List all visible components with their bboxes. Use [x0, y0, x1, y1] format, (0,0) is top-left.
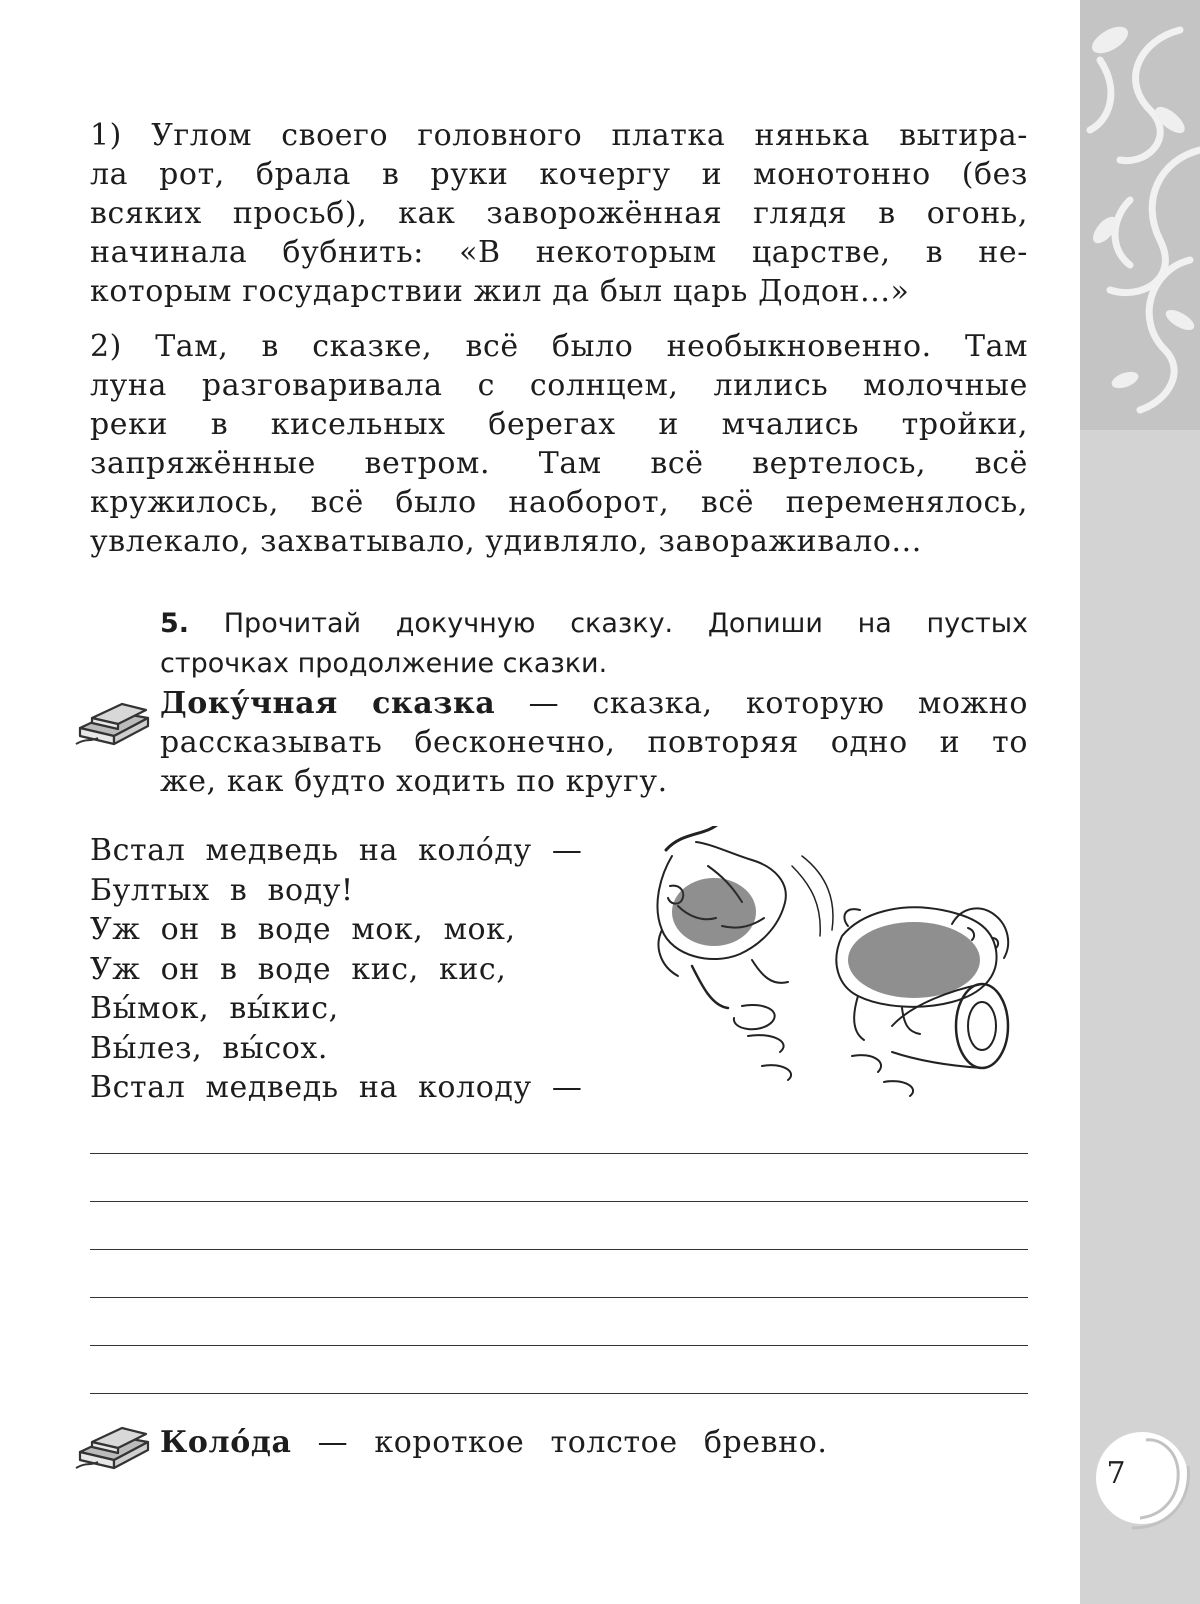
definition-dokuchnaya-skazka — [160, 684, 1028, 801]
task-number: 5. — [160, 608, 190, 639]
writing-line[interactable] — [90, 1297, 1028, 1298]
poem-line: Вы́лез, вы́сох. — [90, 1030, 329, 1066]
definition-koloda — [160, 1423, 1028, 1462]
decorative-sidebar — [1080, 0, 1200, 1604]
text-line: луна разговаривала с солнцем, лились молочные — [90, 368, 1028, 403]
book-icon — [74, 698, 154, 748]
writing-line[interactable] — [90, 1345, 1028, 1346]
text-line: начинала бубнить: «В некоторым царстве, в не- — [90, 235, 1028, 270]
page-number: 7 — [1106, 1456, 1126, 1491]
text-line: реки в кисельных берегах и мчались тройки, — [90, 407, 1028, 442]
text-line: которым государствии жил да был царь Додон...» — [90, 274, 910, 309]
floral-ornament-icon — [1080, 0, 1200, 1604]
definition-text: — сказка, которую можно — [495, 686, 1028, 721]
text-line: всяких просьб), как заворожённая глядя в огонь, — [90, 196, 1028, 231]
poem-line: Встал медведь на коло́ду — — [90, 833, 583, 868]
book-icon — [74, 1422, 154, 1472]
text-line: увлекало, захватывало, удивляло, завораживало... — [90, 524, 922, 559]
text-line: запряжённые ветром. Там всё вертелось, всё — [90, 446, 1028, 481]
task-text-line: строчках продолжение сказки. — [160, 648, 608, 679]
excerpt-paragraph-2 — [90, 327, 1028, 561]
poem-line: Уж он в воде кис, кис, — [90, 951, 507, 987]
text-line: 1) Углом своего головного платка нянька вытира- — [90, 118, 1028, 153]
writing-line[interactable] — [90, 1249, 1028, 1250]
definition-text-line: же, как будто ходить по кругу. — [160, 764, 668, 799]
definition-term: Коло́да — [160, 1425, 292, 1460]
writing-line[interactable] — [90, 1153, 1028, 1154]
poem — [90, 831, 650, 1108]
text-line: кружилось, всё было наоборот, всё переменялось, — [90, 485, 1028, 520]
definition-text-line: рассказывать бесконечно, повторяя одно и то — [160, 725, 1028, 760]
writing-line[interactable] — [90, 1393, 1028, 1394]
definition-term: Доку́чная сказка — [160, 686, 496, 721]
writing-line[interactable] — [90, 1201, 1028, 1202]
definition-text: — короткое толстое бревно. — [291, 1425, 828, 1460]
poem-line: Вы́мок, вы́кис, — [90, 991, 339, 1026]
poem-line: Бултых в воду! — [90, 872, 354, 908]
task-text-line: Прочитай докучную сказку. Допиши на пустых — [223, 608, 1028, 639]
text-line: ла рот, брала в руки кочергу и монотонно (без — [90, 157, 1028, 192]
excerpt-paragraph-1 — [90, 116, 1028, 311]
bears-illustration — [652, 826, 1032, 1116]
task-5 — [160, 604, 1028, 684]
text-line: 2) Там, в сказке, всё было необыкновенно. Там — [90, 329, 1028, 364]
poem-line: Уж он в воде мок, мок, — [90, 912, 516, 947]
poem-line: Встал медведь на колоду — — [90, 1070, 583, 1105]
